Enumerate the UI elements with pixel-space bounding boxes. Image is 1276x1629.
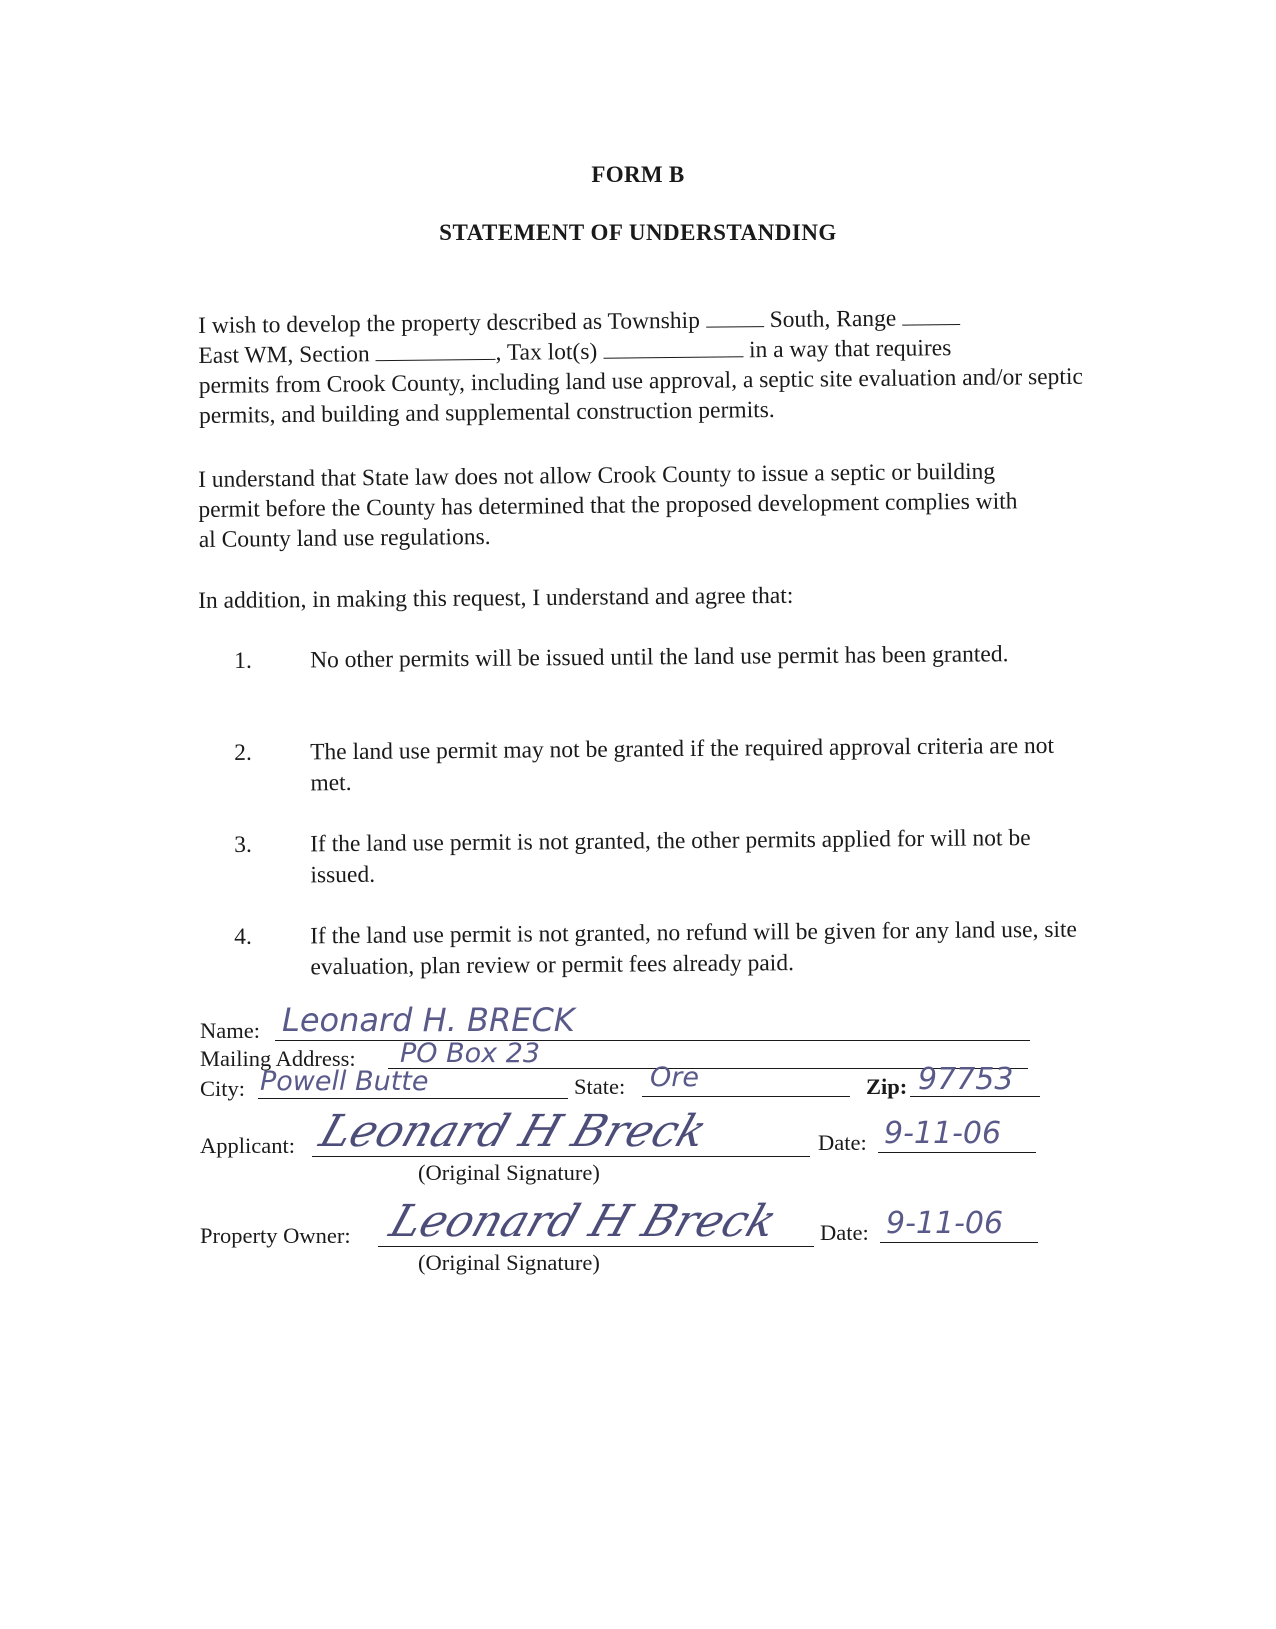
owner-signature: Leonard H Breck <box>383 1196 783 1247</box>
applicant-date-label: Date: <box>818 1130 867 1155</box>
applicant-label: Applicant: <box>200 1133 295 1158</box>
applicant-signature: Leonard H Breck <box>313 1106 713 1157</box>
applicant-date-field[interactable] <box>878 1152 1036 1153</box>
list-item-number: 1. <box>234 647 252 674</box>
applicant-date: 9-11-06 <box>884 1116 1002 1151</box>
state-field[interactable] <box>642 1096 850 1097</box>
owner-date: 9-11-06 <box>886 1206 1004 1241</box>
understanding-paragraph: I understand that State law does not allow Crook County to issue a septic or building permit before the County has determined that the proposed development complies with al County land use regulations. <box>198 458 1018 553</box>
intro-paragraph <box>198 302 1099 431</box>
agreement-intro: In addition, in making this request, I understand and agree that: <box>198 582 794 614</box>
list-item-text: If the land use permit is not granted, no refund will be given for any land use, site evaluation, plan review or permit fees already paid. <box>310 916 1078 981</box>
name-label: Name: <box>200 1018 260 1043</box>
mailing-address-value: PO Box 23 <box>400 1038 541 1069</box>
township-blank[interactable] <box>706 306 764 328</box>
range-blank[interactable] <box>902 304 960 326</box>
intro-text-5: in a way that requires <box>742 335 952 364</box>
owner-date-field[interactable] <box>880 1242 1038 1243</box>
list-item <box>234 914 1094 981</box>
applicant-signature-caption: (Original Signature) <box>418 1160 600 1185</box>
list-item-number: 3. <box>234 831 252 858</box>
city-field[interactable] <box>258 1098 568 1099</box>
state-label: State: <box>574 1074 626 1099</box>
list-item-text: The land use permit may not be granted if the required approval criteria are not met. <box>310 732 1055 797</box>
property-owner-label: Property Owner: <box>200 1223 351 1248</box>
document-title: STATEMENT OF UNDERSTANDING <box>439 220 837 245</box>
section-blank[interactable] <box>375 339 495 361</box>
list-item <box>234 822 1094 889</box>
intro-text-6: permits from Crook County, including land use approval, a septic site evaluation and/or septic permits, and building and supplemental construction permits. <box>198 363 1083 429</box>
list-item-number: 4. <box>234 923 252 950</box>
name-value: Leonard H. BRECK <box>282 1001 575 1039</box>
list-item-text: No other permits will be issued until the land use permit has been granted. <box>310 641 1009 674</box>
intro-text-1: I wish to develop the property described as Township <box>198 307 706 339</box>
list-item <box>234 730 1094 797</box>
intro-text-3: East WM, Section <box>198 341 376 369</box>
form-label: FORM B <box>591 162 685 187</box>
name-field[interactable] <box>275 1040 1030 1041</box>
list-item <box>234 638 1094 674</box>
city-value: Powell Butte <box>260 1066 429 1097</box>
intro-text-4: , Tax lot(s) <box>495 338 604 366</box>
list-item-text: If the land use permit is not granted, the other permits applied for will not be issued. <box>310 825 1031 889</box>
zip-label: Zip: <box>866 1074 908 1099</box>
city-label: City: <box>200 1076 246 1101</box>
tax-lot-blank[interactable] <box>603 336 743 358</box>
owner-date-label: Date: <box>820 1220 869 1245</box>
intro-text-2: South, Range <box>763 305 903 334</box>
list-item-number: 2. <box>234 739 252 766</box>
state-value: Ore <box>650 1062 699 1093</box>
owner-signature-caption: (Original Signature) <box>418 1250 600 1275</box>
zip-value: 97753 <box>918 1062 1014 1097</box>
mailing-address-label: Mailing Address: <box>200 1046 356 1071</box>
